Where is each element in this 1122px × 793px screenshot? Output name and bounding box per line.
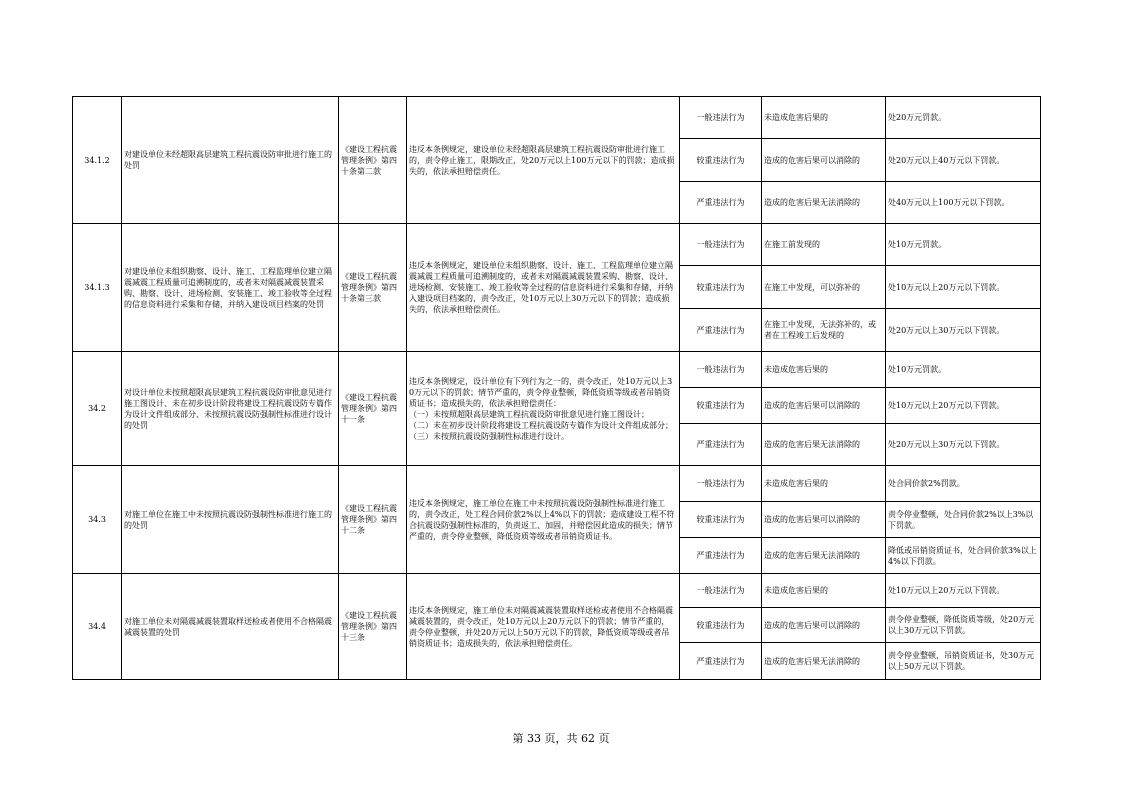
legal-basis: 《建设工程抗震管理条例》第四十三条 (339, 574, 407, 680)
violation-level: 一般违法行为 (680, 574, 762, 608)
penalty-standard: 责令停业整顿，降低资质等级，处20万元以上30万元以下罚款。 (886, 608, 1041, 643)
violation-circumstance: 未造成危害后果的 (762, 466, 886, 502)
table-row (73, 466, 1041, 502)
violation-level: 一般违法行为 (680, 466, 762, 502)
item-name: 对建设单位未组织勘察、设计、施工、工程监理单位建立隔震减震工程质量可追溯制度的，或者未对隔震减震装置采购、勘察、设计、进场检测、安装施工、竣工验收等全过程的信息资料进行采集和存储，并纳入建设项目档案的处罚 (122, 224, 339, 352)
penalty-standard: 处20万元以上40万元以下罚款。 (886, 139, 1041, 182)
penalty-provision: 违反本条例规定，设计单位有下列行为之一的，责令改正，处10万元以上30万元以下的罚款；情节严重的，责令停业整顿，降低资质等级或者吊销资质证书；造成损失的，依法承担赔偿责任： （一）未按照超限高层建筑工程抗震设防审批意见进行施工图设计； （二）未在初步设计阶段将建设工程抗震设防专篇作为设计文件组成部分； （三）未按照抗震设防强制性标准进行设计。 (407, 352, 680, 466)
violation-level: 严重违法行为 (680, 309, 762, 352)
penalty-standard: 处10万元以上20万元以下罚款。 (886, 266, 1041, 309)
legal-basis: 《建设工程抗震管理条例》第四十一条 (339, 352, 407, 466)
violation-circumstance: 造成的危害后果可以消除的 (762, 608, 886, 643)
violation-circumstance: 造成的危害后果可以消除的 (762, 139, 886, 182)
violation-level: 较重违法行为 (680, 266, 762, 309)
penalty-provision: 违反本条例规定，建设单位未组织勘察、设计、施工、工程监理单位建立隔震减震工程质量可追溯制度的，或者未对隔震减震装置采购、勘察、设计、进场检测、安装施工、竣工验收等全过程的信息资料进行采集和存储，并纳入建设项目档案的，责令改正，处10万元以上30万元以下的罚款；造成损失的，依法承担赔偿责任。 (407, 224, 680, 352)
violation-level: 严重违法行为 (680, 538, 762, 574)
violation-circumstance: 在施工中发现，无法弥补的，或者在工程竣工后发现的 (762, 309, 886, 352)
item-name: 对设计单位未按照超限高层建筑工程抗震设防审批意见进行施工图设计、未在初步设计阶段将建设工程抗震设防专篇作为设计文件组成部分、未按照抗震设防强制性标准进行设计的处罚 (122, 352, 339, 466)
violation-circumstance: 造成的危害后果可以消除的 (762, 502, 886, 538)
violation-circumstance: 在施工中发现，可以弥补的 (762, 266, 886, 309)
violation-circumstance: 未造成危害后果的 (762, 97, 886, 139)
penalty-standard: 处合同价款2%罚款。 (886, 466, 1041, 502)
item-name: 对施工单位在施工中未按照抗震设防强制性标准进行施工的的处罚 (122, 466, 339, 574)
item-name: 对施工单位未对隔震减震装置取样送检或者使用不合格隔震减震装置的处罚 (122, 574, 339, 680)
penalty-standard: 处20万元以上30万元以下罚款。 (886, 309, 1041, 352)
penalty-provision: 违反本条例规定，施工单位未对隔震减震装置取样送检或者使用不合格隔震减震装置的，责令改正，处10万元以上20万元以下的罚款；情节严重的，责令停业整顿，并处20万元以上50万元以下的罚款，降低资质等级或者吊销资质证书；造成损失的，依法承担赔偿责任。 (407, 574, 680, 680)
violation-circumstance: 在施工前发现的 (762, 224, 886, 266)
penalty-table (72, 96, 1041, 680)
violation-level: 一般违法行为 (680, 97, 762, 139)
violation-level: 较重违法行为 (680, 139, 762, 182)
page-number: 第 33 页，共 62 页 (512, 732, 610, 745)
violation-level: 严重违法行为 (680, 182, 762, 224)
item-number: 34.2 (73, 352, 122, 466)
legal-basis: 《建设工程抗震管理条例》第四十二条 (339, 466, 407, 574)
penalty-standard: 处10万元以上20万元以下罚款。 (886, 574, 1041, 608)
violation-level: 较重违法行为 (680, 502, 762, 538)
violation-circumstance: 未造成危害后果的 (762, 574, 886, 608)
legal-basis: 《建设工程抗震管理条例》第四十条第三款 (339, 224, 407, 352)
violation-level: 较重违法行为 (680, 388, 762, 424)
penalty-standard: 处10万元以上20万元以下罚款。 (886, 388, 1041, 424)
penalty-standard: 降低或吊销资质证书，处合同价款3%以上4%以下罚款。 (886, 538, 1041, 574)
penalty-standard: 处20万元以上30万元以下罚款。 (886, 424, 1041, 466)
violation-level: 一般违法行为 (680, 224, 762, 266)
penalty-standard: 责令停业整顿，处合同价款2%以上3%以下罚款。 (886, 502, 1041, 538)
penalty-provision: 违反本条例规定，施工单位在施工中未按照抗震设防强制性标准进行施工的，责令改正，处工程合同价款2%以上4%以下的罚款；造成建设工程不符合抗震设防强制性标准的，负责返工、加固，并赔偿因此造成的损失；情节严重的，责令停业整顿，降低资质等级或者吊销资质证书。 (407, 466, 680, 574)
penalty-provision: 违反本条例规定，建设单位未经超限高层建筑工程抗震设防审批进行施工的，责令停止施工，限期改正，处20万元以上100万元以下的罚款；造成损失的，依法承担赔偿责任。 (407, 97, 680, 224)
violation-level: 严重违法行为 (680, 424, 762, 466)
penalty-standard: 处10万元罚款。 (886, 352, 1041, 388)
violation-circumstance: 未造成危害后果的 (762, 352, 886, 388)
violation-circumstance: 造成的危害后果无法消除的 (762, 643, 886, 680)
penalty-standard: 处20万元罚款。 (886, 97, 1041, 139)
table-row (73, 352, 1041, 388)
penalty-standard: 处10万元罚款。 (886, 224, 1041, 266)
item-number: 34.1.3 (73, 224, 122, 352)
violation-level: 较重违法行为 (680, 608, 762, 643)
table-row (73, 224, 1041, 266)
item-name: 对建设单位未经超限高层建筑工程抗震设防审批进行施工的处罚 (122, 97, 339, 224)
penalty-table-body (73, 97, 1041, 680)
legal-basis: 《建设工程抗震管理条例》第四十条第二款 (339, 97, 407, 224)
item-number: 34.4 (73, 574, 122, 680)
penalty-standard: 责令停业整顿，吊销资质证书，处30万元以上50万元以下罚款。 (886, 643, 1041, 680)
penalty-standard: 处40万元以上100万元以下罚款。 (886, 182, 1041, 224)
violation-circumstance: 造成的危害后果无法消除的 (762, 182, 886, 224)
violation-level: 严重违法行为 (680, 643, 762, 680)
violation-circumstance: 造成的危害后果无法消除的 (762, 538, 886, 574)
violation-circumstance: 造成的危害后果可以消除的 (762, 388, 886, 424)
violation-circumstance: 造成的危害后果无法消除的 (762, 424, 886, 466)
item-number: 34.1.2 (73, 97, 122, 224)
table-row (73, 97, 1041, 139)
item-number: 34.3 (73, 466, 122, 574)
violation-level: 一般违法行为 (680, 352, 762, 388)
table-row (73, 574, 1041, 608)
